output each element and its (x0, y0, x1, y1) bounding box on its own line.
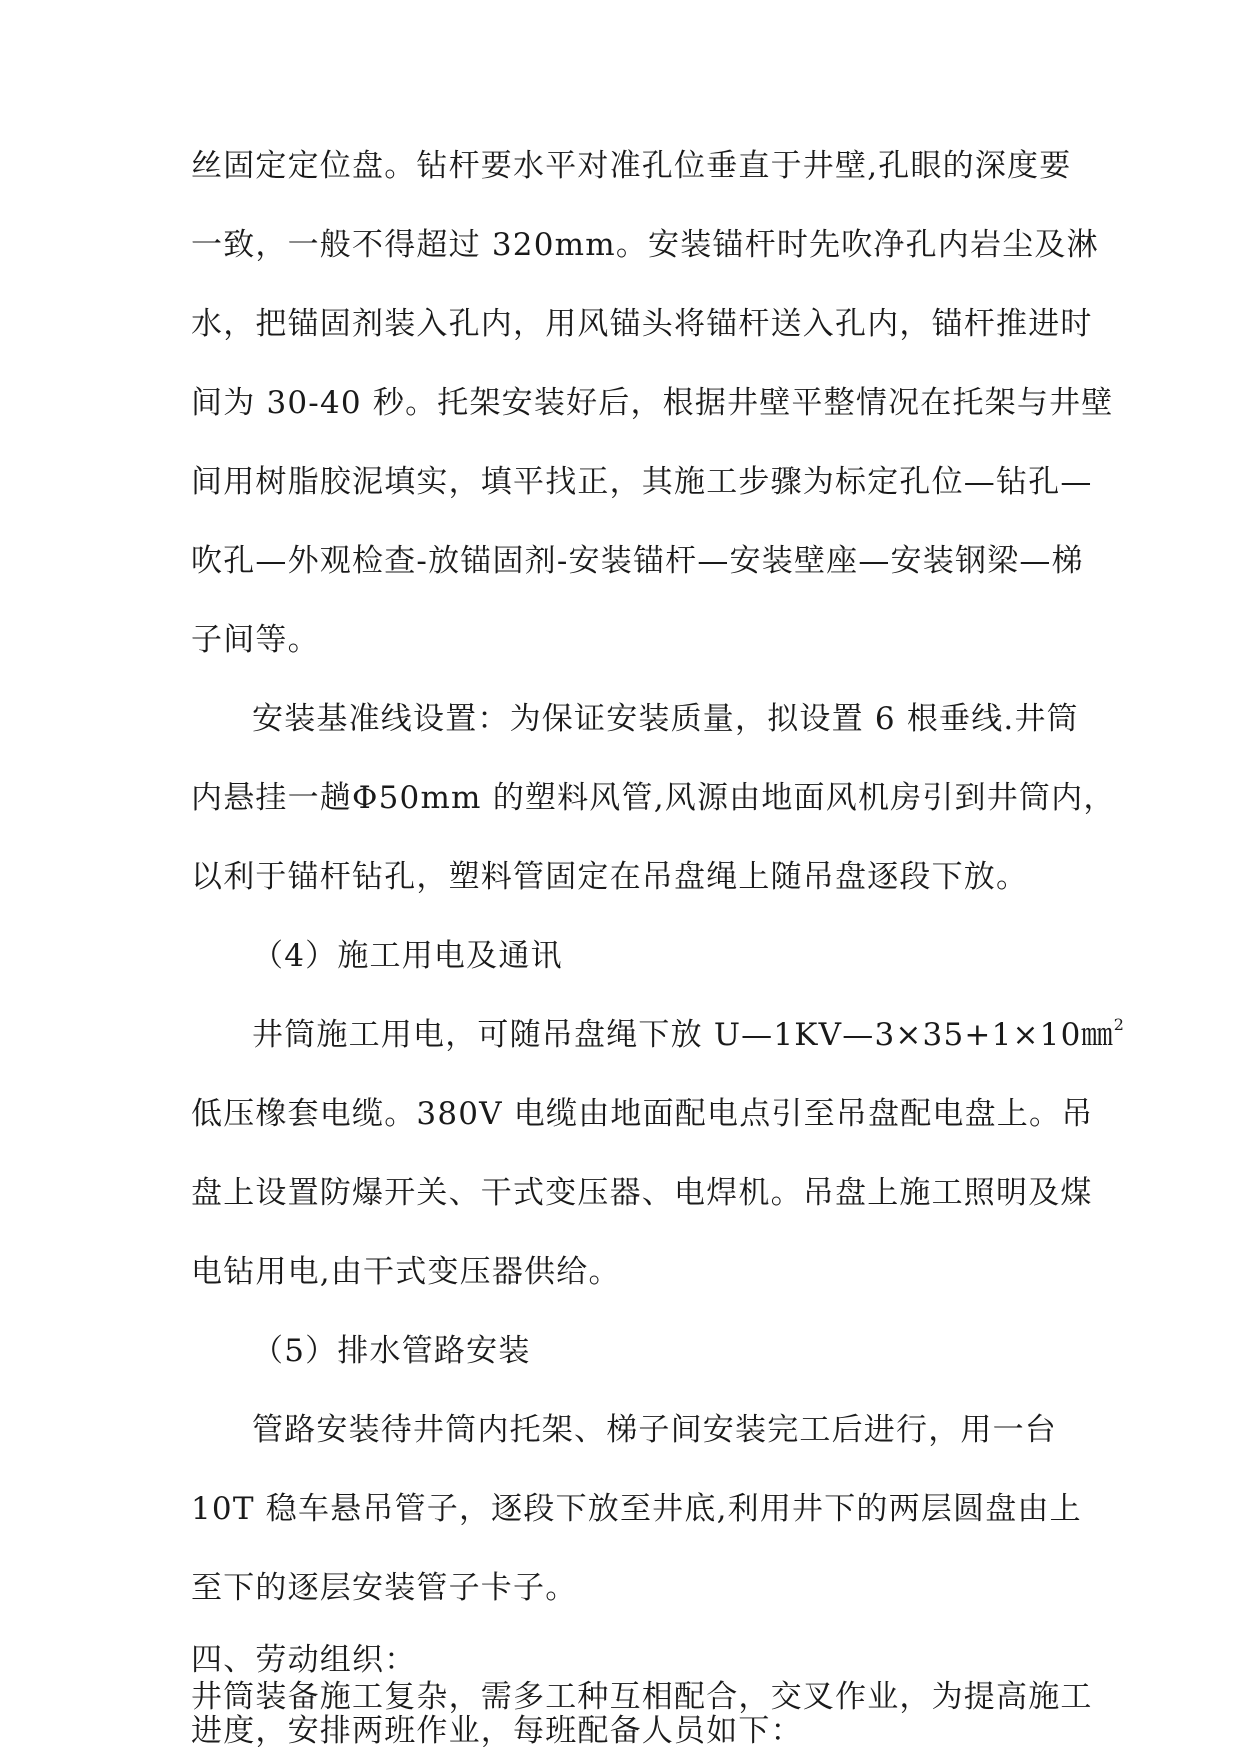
paragraph-line: 间用树脂胶泥填实，填平找正，其施工步骤为标定孔位—钻孔— (191, 464, 1093, 500)
paragraph-line: 至下的逐层安装管子卡子。 (191, 1570, 578, 1606)
paragraph-line: 水，把锚固剂装入孔内，用风锚头将锚杆送入孔内，锚杆推进时 (191, 306, 1093, 342)
paragraph-line: 盘上设置防爆开关、干式变压器、电焊机。吊盘上施工照明及煤 (191, 1175, 1093, 1211)
paragraph-line: 以利于锚杆钻孔，塑料管固定在吊盘绳上随吊盘逐段下放。 (191, 859, 1029, 895)
paragraph-line: 低压橡套电缆。380V 电缆由地面配电点引至吊盘配电盘上。吊 (191, 1096, 1094, 1132)
paragraph-line: 内悬挂一趟Φ50mm 的塑料风管,风源由地面风机房引到井筒内， (191, 780, 1116, 816)
section-heading: （5）排水管路安装 (252, 1333, 531, 1369)
section-heading: （4）施工用电及通讯 (252, 938, 563, 974)
paragraph-line: 进度，安排两班作业，每班配备人员如下： (191, 1713, 803, 1749)
paragraph-line: 吹孔—外观检查-放锚固剂-安装锚杆—安装壁座—安装钢梁—梯 (191, 543, 1084, 579)
section-heading: 四、劳动组织： (191, 1642, 417, 1678)
paragraph-line: 井筒装备施工复杂，需多工种互相配合，交叉作业，为提高施工 (191, 1679, 1093, 1715)
paragraph-line-text: 井筒施工用电，可随吊盘绳下放 U—1KV—3×35+1×10㎜ (252, 1017, 1114, 1053)
paragraph-line: 安装基准线设置：为保证安装质量，拟设置 6 根垂线.井筒 (252, 701, 1079, 737)
paragraph-line: 间为 30-40 秒。托架安装好后，根据井壁平整情况在托架与井壁 (191, 385, 1114, 421)
paragraph-line (252, 1015, 1125, 1055)
paragraph-line: 电钻用电,由干式变压器供给。 (191, 1254, 621, 1290)
superscript: 2 (1113, 1014, 1126, 1034)
paragraph-line: 一致，一般不得超过 320mm。安装锚杆时先吹净孔内岩尘及淋 (191, 227, 1099, 263)
paragraph-line: 丝固定定位盘。钻杆要水平对准孔位垂直于井壁,孔眼的深度要 (191, 148, 1072, 184)
paragraph-line: 子间等。 (191, 622, 320, 658)
paragraph-line: 10T 稳车悬吊管子，逐段下放至井底,利用井下的两层圆盘由上 (191, 1491, 1082, 1527)
paragraph-line: 管路安装待井筒内托架、梯子间安装完工后进行，用一台 (252, 1412, 1057, 1448)
